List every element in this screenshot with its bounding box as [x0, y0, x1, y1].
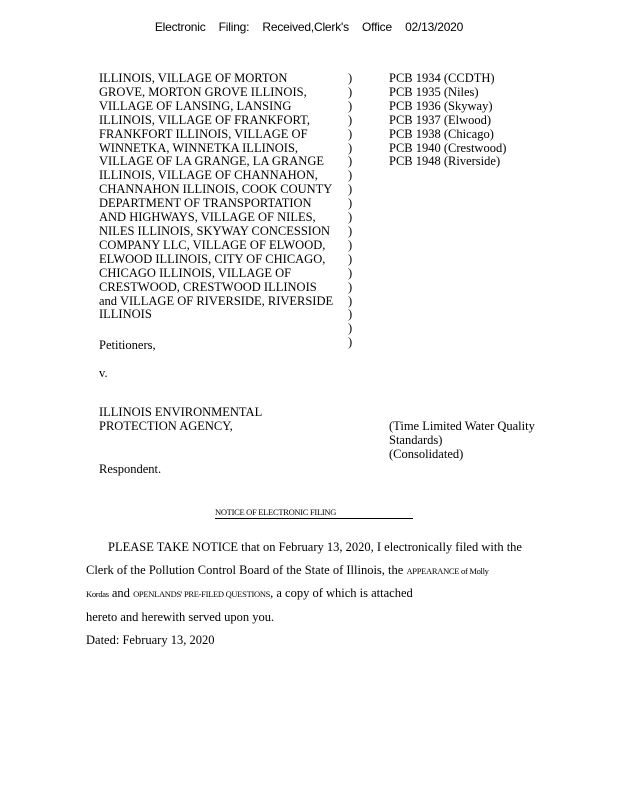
- versus: v.: [99, 366, 108, 380]
- respondent-label: Respondent.: [99, 462, 162, 476]
- respondent-line: ILLINOIS ENVIRONMENTAL: [99, 405, 263, 419]
- petitioner-line: NILES ILLINOIS, SKYWAY CONCESSION: [99, 223, 331, 238]
- petitioner-line: DEPARTMENT OF TRANSPORTATION: [99, 196, 312, 211]
- petitioner-line: ELWOOD ILLINOIS, CITY OF CHICAGO,: [99, 251, 326, 266]
- document-title-questions: OPENLANDS' PRE-FILED QUESTIONS: [133, 589, 271, 599]
- notice-line-2: [86, 559, 536, 583]
- paren: ): [348, 265, 353, 280]
- notice-line-1: PLEASE TAKE NOTICE that on February 13, 2020, I electronically filed with the: [108, 540, 522, 554]
- paren: ): [348, 196, 353, 211]
- paren: ): [348, 112, 353, 127]
- petitioner-line: COMPANY LLC, VILLAGE OF ELWOOD,: [99, 237, 326, 252]
- paren: ): [348, 251, 353, 266]
- docket-number: PCB 1938 (Chicago): [389, 126, 494, 141]
- petitioner-line: GROVE, MORTON GROVE ILLINOIS,: [99, 84, 307, 99]
- docket-number: PCB 1935 (Niles): [389, 84, 479, 99]
- paren: ): [348, 307, 353, 322]
- case-type-line: Standards): [389, 432, 443, 447]
- case-type: [389, 420, 569, 462]
- notice-line-4: hereto and herewith served upon you.: [86, 609, 275, 624]
- petitioner-line: and VILLAGE OF RIVERSIDE, RIVERSIDE: [99, 293, 334, 308]
- docket-number: PCB 1934 (CCDTH): [389, 71, 495, 85]
- paren: ): [348, 154, 353, 169]
- dated-line: Dated: February 13, 2020: [86, 633, 215, 647]
- petitioner-line: FRANKFORT ILLINOIS, VILLAGE OF: [99, 126, 308, 141]
- respondent-line: PROTECTION AGENCY,: [99, 418, 233, 433]
- docket-numbers: [389, 72, 506, 169]
- paren: ): [348, 182, 353, 197]
- petitioner-line: ILLINOIS: [99, 307, 152, 322]
- paren: ): [348, 223, 353, 238]
- paren: ): [348, 210, 353, 225]
- notice-text: and: [111, 586, 130, 600]
- filing-stamp-header: Electronic Filing: Received,Clerk's Office 02/13/2020: [154, 20, 464, 34]
- paren: ): [348, 237, 353, 252]
- paren: ): [348, 126, 353, 141]
- case-type-line: (Consolidated): [389, 446, 464, 461]
- petitioner-line: VILLAGE OF LANSING, LANSING: [99, 98, 292, 113]
- petitioner-line: VILLAGE OF LA GRANGE, LA GRANGE: [99, 154, 324, 169]
- case-type-line: (Time Limited Water Quality: [389, 419, 535, 433]
- petitioners-caption: [99, 72, 339, 322]
- paren: ): [348, 140, 353, 155]
- paren: ): [348, 321, 353, 336]
- notice-line-3: [86, 582, 536, 606]
- docket-number: PCB 1948 (Riverside): [389, 154, 501, 169]
- petitioner-line: CHANNAHON ILLINOIS, COOK COUNTY: [99, 182, 333, 197]
- notice-title: NOTICE OF ELECTRONIC FILING: [215, 507, 413, 519]
- paren: ): [348, 71, 353, 85]
- paren: ): [348, 293, 353, 308]
- paren: ): [348, 279, 353, 294]
- notice-text: Clerk of the Pollution Control Board of the State of Illinois, the: [86, 562, 404, 577]
- respondent-name: [99, 406, 262, 434]
- docket-number: PCB 1936 (Skyway): [389, 98, 493, 113]
- petitioner-line: ILLINOIS, VILLAGE OF CHANNAHON,: [99, 168, 318, 183]
- docket-number: PCB 1940 (Crestwood): [389, 140, 507, 155]
- paren: ): [348, 84, 353, 99]
- caption-parentheses: [348, 72, 358, 350]
- paren: ): [348, 335, 353, 350]
- petitioners-label: Petitioners,: [99, 338, 156, 352]
- petitioner-line: ILLINOIS, VILLAGE OF MORTON: [99, 72, 288, 85]
- petitioner-line: AND HIGHWAYS, VILLAGE OF NILES,: [99, 210, 316, 225]
- notice-body: [86, 536, 536, 628]
- paren: ): [348, 98, 353, 113]
- notice-text: , a copy of which is attached: [270, 586, 413, 600]
- petitioner-line: CHICAGO ILLINOIS, VILLAGE OF: [99, 265, 292, 280]
- document-title-appearance: APPEARANCE of Molly: [406, 565, 489, 576]
- attorney-name: Kordas: [86, 589, 109, 599]
- petitioner-line: WINNETKA, WINNETKA ILLINOIS,: [99, 140, 299, 155]
- petitioner-line: ILLINOIS, VILLAGE OF FRANKFORT,: [99, 112, 310, 127]
- petitioner-line: CRESTWOOD, CRESTWOOD ILLINOIS: [99, 279, 317, 294]
- docket-number: PCB 1937 (Elwood): [389, 112, 492, 127]
- paren: ): [348, 168, 353, 183]
